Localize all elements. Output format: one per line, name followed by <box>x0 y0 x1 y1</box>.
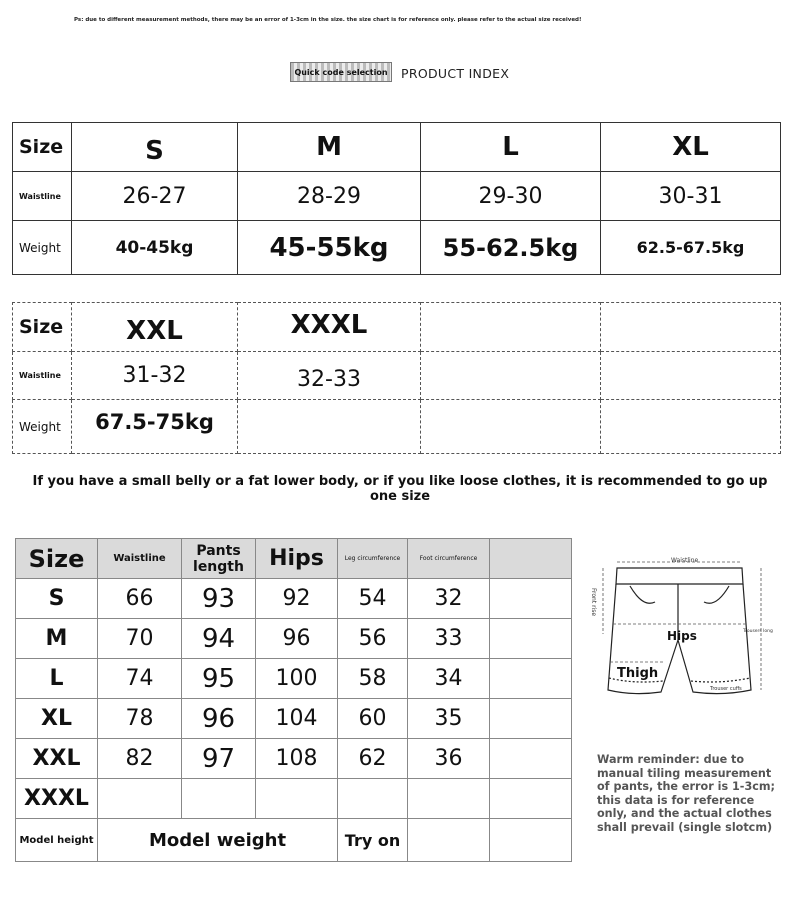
value-cell: 78 <box>98 699 182 739</box>
value-cell: 104 <box>256 699 338 739</box>
size-cell: M <box>238 123 421 172</box>
value-cell: 100 <box>256 659 338 699</box>
value-cell: 32 <box>408 579 490 619</box>
header-foot-circumference: Foot circumference <box>408 539 490 579</box>
trousers-length-label: Trousers long <box>743 629 773 634</box>
size-cell: L <box>16 659 98 699</box>
header-pants-length: Pants length <box>182 539 256 579</box>
value-cell: 93 <box>182 579 256 619</box>
waist-cell: 31-32 <box>72 352 238 400</box>
empty-cell <box>490 699 572 739</box>
waist-cell: 26-27 <box>72 172 238 221</box>
empty-cell <box>490 579 572 619</box>
value-cell: 34 <box>408 659 490 699</box>
value-cell: 33 <box>408 619 490 659</box>
value-cell <box>338 779 408 819</box>
size-cell <box>601 303 781 352</box>
size-cell: XXL <box>72 303 238 352</box>
shorts-diagram <box>585 550 785 720</box>
weight-cell: 62.5-67.5kg <box>601 221 781 275</box>
size-table-2 <box>12 302 781 454</box>
waist-cell: 32-33 <box>238 352 421 400</box>
weight-cell: 55-62.5kg <box>421 221 601 275</box>
size-cell: M <box>16 619 98 659</box>
value-cell: 82 <box>98 739 182 779</box>
value-cell: 58 <box>338 659 408 699</box>
weight-cell <box>238 400 421 454</box>
waist-label: Waistline <box>13 172 72 221</box>
weight-cell: 40-45kg <box>72 221 238 275</box>
header-hips: Hips <box>256 539 338 579</box>
measurement-note: Ps: due to different measurement methods, there may be an error of 1-3cm in the size. the size chart is for reference only. please refer to the actual size received! <box>74 17 582 23</box>
value-cell: 54 <box>338 579 408 619</box>
empty-cell <box>490 739 572 779</box>
left-pocket <box>630 586 655 603</box>
size-cell <box>421 303 601 352</box>
header-empty <box>490 539 572 579</box>
size-table-1 <box>12 122 781 275</box>
header-row <box>16 539 572 579</box>
value-cell <box>98 779 182 819</box>
size-label: Size <box>13 123 72 172</box>
value-cell: 74 <box>98 659 182 699</box>
value-cell: 35 <box>408 699 490 739</box>
front-rise-label: Front rise <box>590 588 597 617</box>
table-row <box>16 619 572 659</box>
value-cell: 96 <box>256 619 338 659</box>
table-row <box>16 739 572 779</box>
model-height-label: Model height <box>16 819 98 862</box>
hips-label: Hips <box>667 629 697 643</box>
footer-row <box>16 819 572 862</box>
weight-cell: 67.5-75kg <box>72 400 238 454</box>
right-pocket <box>704 586 729 603</box>
value-cell: 92 <box>256 579 338 619</box>
weight-row <box>13 221 781 275</box>
weight-label: Weight <box>13 400 72 454</box>
weight-cell: 45-55kg <box>238 221 421 275</box>
model-weight-label: Model weight <box>98 819 338 862</box>
size-advice: If you have a small belly or a fat lower body, or if you like loose clothes, it is recommended to go up one size <box>32 474 768 504</box>
size-cell: XXXL <box>238 303 421 352</box>
size-cell: S <box>16 579 98 619</box>
weight-row <box>13 400 781 454</box>
table-row <box>16 659 572 699</box>
value-cell: 94 <box>182 619 256 659</box>
value-cell: 60 <box>338 699 408 739</box>
weight-cell <box>421 400 601 454</box>
empty-cell <box>490 819 572 862</box>
thigh-label: Thigh <box>617 666 659 681</box>
warm-reminder: Warm reminder: due to manual tiling measurement of pants, the error is 1-3cm; this data is for reference only, and the actual clothes shall prevail (single slotcm) <box>597 753 776 834</box>
size-cell: L <box>421 123 601 172</box>
header-size: Size <box>16 539 98 579</box>
waist-cell <box>601 352 781 400</box>
waist-cell: 28-29 <box>238 172 421 221</box>
size-cell: S <box>72 123 238 172</box>
trouser-cuffs-label: Trouser cuffs <box>710 686 742 692</box>
value-cell: 95 <box>182 659 256 699</box>
waist-cell <box>421 352 601 400</box>
value-cell <box>408 779 490 819</box>
value-cell: 66 <box>98 579 182 619</box>
value-cell: 36 <box>408 739 490 779</box>
product-index-label: PRODUCT INDEX <box>401 66 510 81</box>
waist-cell: 30-31 <box>601 172 781 221</box>
size-row <box>13 303 781 352</box>
right-cuff-line <box>691 678 750 682</box>
empty-cell <box>408 819 490 862</box>
value-cell: 62 <box>338 739 408 779</box>
header-leg-circumference: Leg circumference <box>338 539 408 579</box>
value-cell: 96 <box>182 699 256 739</box>
value-cell: 97 <box>182 739 256 779</box>
table-row <box>16 579 572 619</box>
table-row <box>16 779 572 819</box>
table-row <box>16 699 572 739</box>
shorts-waistband <box>616 568 743 584</box>
value-cell: 56 <box>338 619 408 659</box>
size-cell: XL <box>601 123 781 172</box>
value-cell <box>256 779 338 819</box>
waist-row <box>13 172 781 221</box>
quick-code-label: Quick code selection <box>294 67 388 77</box>
empty-cell <box>490 659 572 699</box>
quick-code-tag <box>290 62 392 82</box>
waist-label: Waistline <box>13 352 72 400</box>
value-cell: 108 <box>256 739 338 779</box>
size-cell: XXXL <box>16 779 98 819</box>
weight-cell <box>601 400 781 454</box>
header-waistline: Waistline <box>98 539 182 579</box>
size-cell: XL <box>16 699 98 739</box>
empty-cell <box>490 779 572 819</box>
weight-label: Weight <box>13 221 72 275</box>
waist-row <box>13 352 781 400</box>
value-cell: 70 <box>98 619 182 659</box>
waistline-label: Waistline <box>671 557 699 564</box>
try-on-label: Try on <box>338 819 408 862</box>
size-label: Size <box>13 303 72 352</box>
value-cell <box>182 779 256 819</box>
size-row <box>13 123 781 172</box>
waist-cell: 29-30 <box>421 172 601 221</box>
measurement-table <box>15 538 572 862</box>
empty-cell <box>490 619 572 659</box>
size-cell: XXL <box>16 739 98 779</box>
